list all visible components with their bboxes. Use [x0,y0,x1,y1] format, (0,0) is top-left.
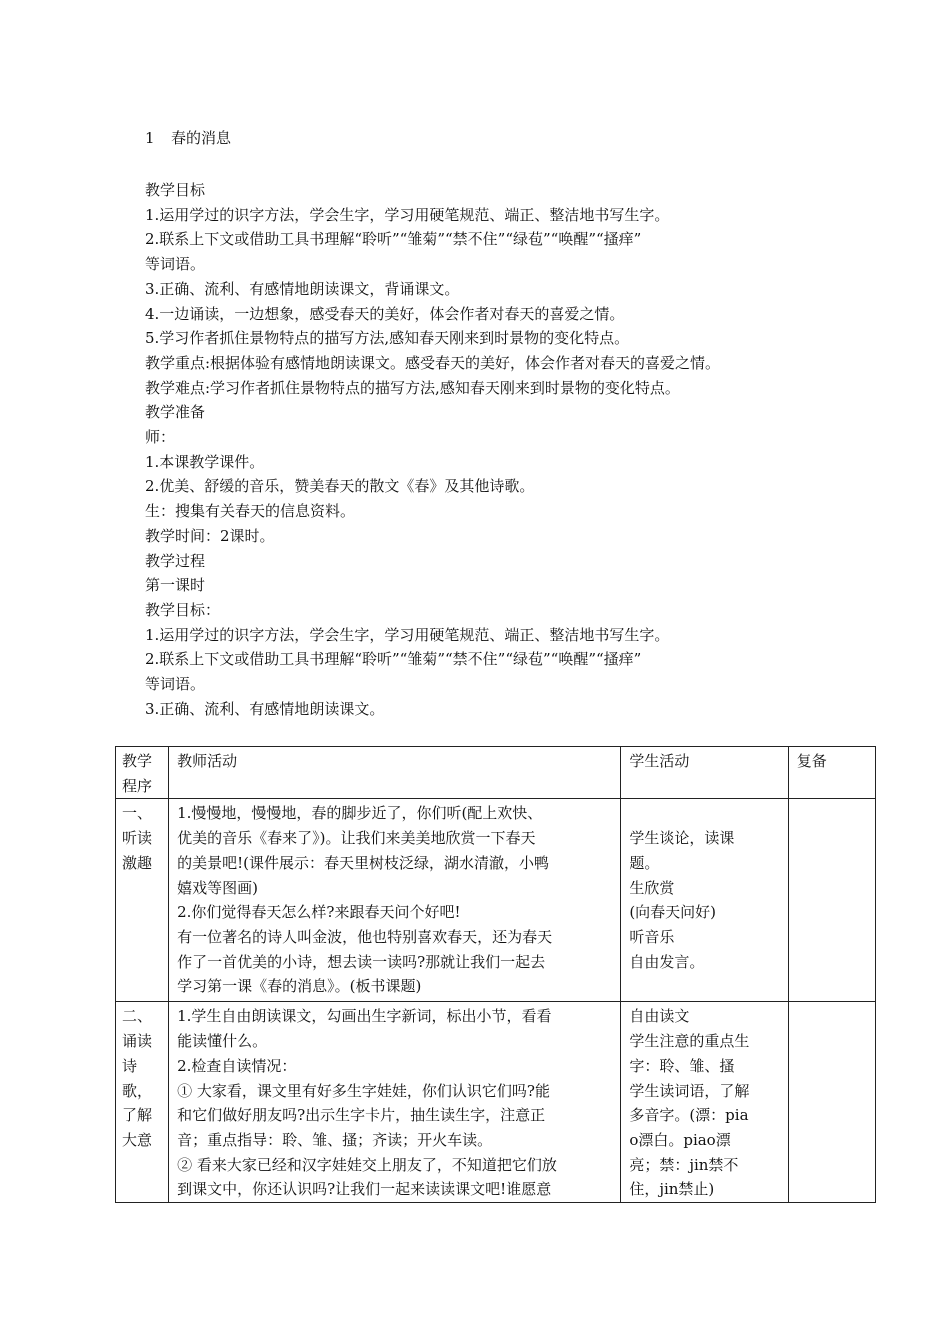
body-line: 1.运用学过的识字方法，学会生字，学习用硬笔规范、端正、整洁地书写生字。 [145,625,670,644]
body-line: 2.联系上下文或借助工具书理解“聆听”“雏菊”“禁不住”“绿苞”“唤醒”“搔痒” [145,650,642,669]
teacher-text: 有一位著名的诗人叫金波，他也特别喜欢春天，还为春天 [177,927,553,946]
header-cell-procedure [116,747,169,799]
student-text: 题。 [629,853,660,872]
lesson-number: 1 [145,129,155,147]
header-cell-revision [788,747,875,799]
table-row [116,1002,876,1203]
student-text: 生欣赏 [629,878,675,897]
header-cell-teacher-activity [169,747,621,799]
stage-cell [116,1002,169,1203]
revision-cell [788,1002,875,1203]
stage-text: 诵读 [122,1032,153,1051]
body-line: 教学准备 [145,403,206,422]
stage-text: 一、 [122,804,153,823]
lesson-plan-table [115,746,876,1203]
teacher-text: 的美景吧!(课件展示：春天里树枝泛绿，湖水清澈，小鸭 [177,853,550,872]
header-cell-student-activity [621,747,788,799]
teacher-text: ① 大家看，课文里有好多生字娃娃，你们认识它们吗?能 [177,1081,550,1100]
body-line: 5.学习作者抓住景物特点的描写方法,感知春天刚来到时景物的变化特点。 [145,329,630,348]
student-text: 学生谈论，读课 [629,829,735,848]
body-line: 等词语。 [145,675,206,694]
stage-text: 听读 [122,829,153,848]
body-line: 1.本课教学课件。 [145,452,265,471]
teacher-text: 2.你们觉得春天怎么样?来跟春天问个好吧! [177,903,461,922]
student-text: 学生注意的重点生 [629,1032,750,1051]
table-row [116,799,876,1002]
stage-cell [116,799,169,1002]
body-line: 师： [145,428,176,447]
teacher-text: 作了一首优美的小诗，想去读一读吗?那就让我们一起去 [177,952,546,971]
teacher-text: 嬉戏等图画) [177,878,258,897]
body-line: 教学时间：2课时。 [145,526,275,545]
teacher-text: 音；重点指导：聆、雏、搔；齐读；开火车读。 [177,1130,493,1149]
body-line: 2.联系上下文或借助工具书理解“聆听”“雏菊”“禁不住”“绿苞”“唤醒”“搔痒” [145,230,642,249]
body-line: 教学过程 [145,551,206,570]
body-line: 等词语。 [145,255,206,274]
stage-text: 激趣 [122,853,153,872]
body-line: 教学目标： [145,600,221,619]
stage-text: 大意 [122,1130,153,1149]
student-text: 住，jin禁止) [629,1180,715,1199]
student-text: 听音乐 [629,927,675,946]
teacher-text: 到课文中，你还认识吗?让我们一起来读读课文吧!谁愿意 [177,1180,552,1199]
teacher-text: ② 看来大家已经和汉字娃娃交上朋友了，不知道把它们放 [177,1155,557,1174]
stage-text: 了解 [122,1106,153,1125]
student-text: o漂白。piao漂 [629,1130,731,1149]
header-text: 复备 [796,752,827,770]
body-line: 第一课时 [145,576,206,595]
student-text: 学生读词语，了解 [629,1081,750,1100]
teacher-text: 1.慢慢地，慢慢地，春的脚步近了，你们听(配上欢快、 [177,804,543,823]
student-text: 自由读文 [629,1007,690,1026]
lesson-body [145,178,845,721]
student-text: 字：聆、雏、搔 [629,1056,735,1075]
stage-text: 歌， [122,1081,153,1100]
student-text [629,801,779,826]
table-header-row [116,747,876,799]
revision-cell [788,799,875,1002]
body-line: 教学重点:根据体验有感情地朗读课文。感受春天的美好，体会作者对春天的喜爱之情。 [145,353,721,372]
student-text: 亮；禁：jin禁不 [629,1155,739,1174]
teacher-text: 学习第一课《春的消息》。(板书课题) [177,977,422,996]
student-activity-cell [621,1002,788,1203]
stage-text: 二、 [122,1007,153,1026]
body-line: 生：搜集有关春天的信息资料。 [145,502,356,521]
body-line: 4.一边诵读，一边想象，感受春天的美好，体会作者对春天的喜爱之情。 [145,304,625,323]
body-line: 2.优美、舒缓的音乐，赞美春天的散文《春》及其他诗歌。 [145,477,535,496]
body-line: 1.运用学过的识字方法，学会生字，学习用硬笔规范、端正、整洁地书写生字。 [145,205,670,224]
teacher-text: 和它们做好朋友吗?出示生字卡片，抽生读生字，注意正 [177,1106,546,1125]
student-text: 多音字。(漂：pia [629,1106,749,1125]
stage-text: 诗 [122,1056,138,1075]
teacher-text: 优美的音乐《春来了》)。让我们来美美地欣赏一下春天 [177,829,536,848]
student-text: 自由发言。 [629,952,705,971]
teacher-text: 1.学生自由朗读课文，勾画出生字新词，标出小节，看看 [177,1007,552,1026]
header-text: 教师活动 [177,752,238,770]
header-text: 程序 [122,776,153,795]
teacher-text: 能读懂什么。 [177,1032,268,1051]
teacher-text: 2.检查自读情况： [177,1056,297,1075]
body-line: 教学目标 [145,181,206,199]
teacher-activity-cell [169,799,621,1002]
lesson-title-text: 春的消息 [171,129,232,147]
lesson-title [145,128,231,148]
student-activity-cell [621,799,788,1002]
body-line: 3.正确、流利、有感情地朗读课文，背诵课文。 [145,279,460,298]
body-line: 3.正确、流利、有感情地朗读课文。 [145,699,385,718]
teacher-activity-cell [169,1002,621,1203]
student-text: (向春天问好) [629,903,717,922]
body-line: 教学难点:学习作者抓住景物特点的描写方法,感知春天刚来到时景物的变化特点。 [145,378,680,397]
header-text: 学生活动 [629,752,690,770]
header-text: 教学 [122,752,153,770]
